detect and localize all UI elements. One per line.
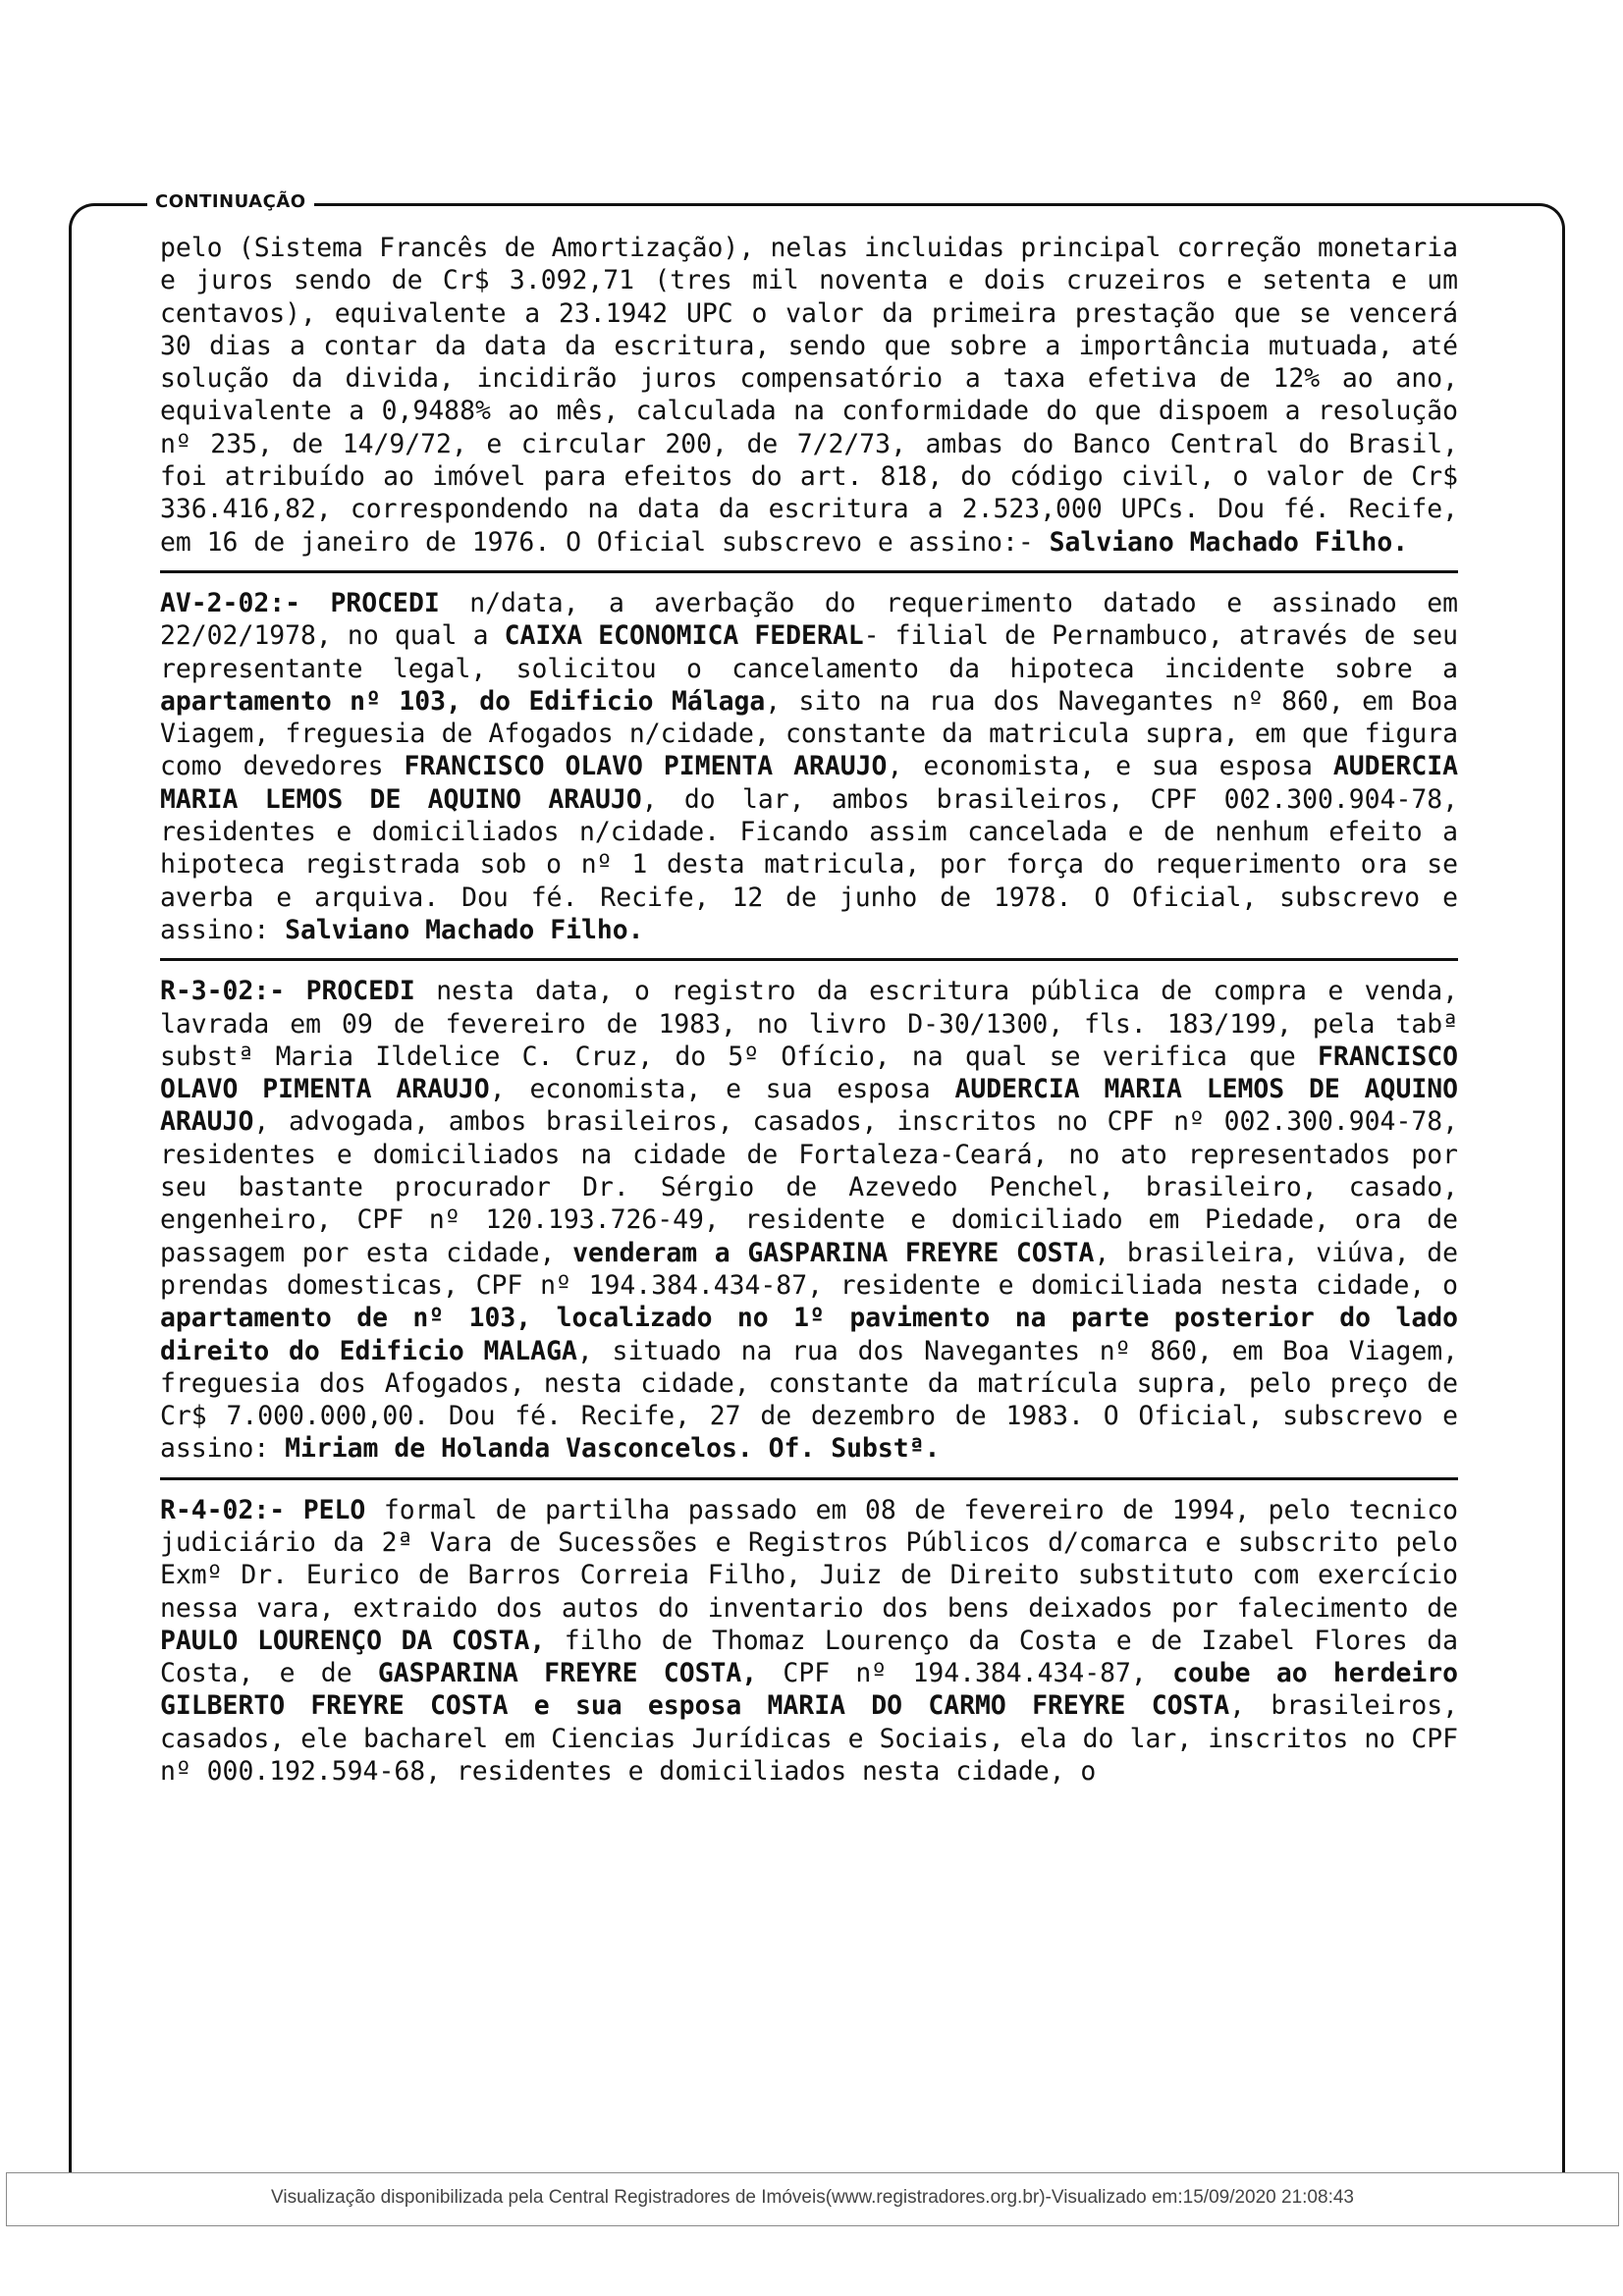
text-segment: , situado na rua dos Navegantes nº 860, em Boa Viagem, freguesia dos Afogados, nesta cidade, constante da matrícula supra, pelo preço de Cr$ 7.000.000,00. Dou fé. Recife, 27 de dezembro de 1983. O Oficial, subscrevo e assino: <box>160 1335 1458 1465</box>
text-segment: - filial de Pernambuco, através de seu representante legal, solicitou o cancelamento da hipoteca incidente sobre a <box>160 620 1459 684</box>
text-segment: , advogada, ambos brasileiros, casados, inscritos no CPF nº 002.300.904-78, residentes e domiciliados na cidade de Fortaleza-Ceará, no ato representados por seu bastante procurador Dr. Sérgio de Azevedo Penchel, brasileiro, casado, engenheiro, CPF nº 120.193.726-49, residente e domiciliado em Piedade, ora de passagem por esta cidade, <box>160 1106 1458 1268</box>
text-segment: , sito na rua dos Navegantes nº 860, em Boa Viagem, freguesia de Afogados n/cidade, constante da matricula supra, em que figura como devedores <box>160 685 1458 782</box>
bold-text-segment: coube ao herdeiro GILBERTO FREYRE COSTA e sua esposa MARIA DO CARMO FREYRE COSTA <box>160 1658 1459 1722</box>
bold-text-segment: PAULO LOURENÇO DA COSTA, <box>160 1625 546 1656</box>
bold-text-segment: R-4-02:- PELO <box>160 1494 366 1525</box>
section-divider <box>160 1477 1458 1480</box>
bold-text-segment: FRANCISCO OLAVO PIMENTA ARAUJO <box>404 751 888 782</box>
r4-paragraph <box>160 1494 1458 1789</box>
bold-text-segment: R-3-02:- PROCEDI <box>160 976 415 1007</box>
section-divider <box>160 570 1458 573</box>
text-segment: pelo (Sistema Francês de Amortização), nelas incluidas principal correção monetaria e juros sendo de Cr$ 3.092,71 (tres mil noventa e dois cruzeiros e setenta e um centavos), equivalente a 23.1942 UPC o valor da primeira prestação que se vencerá 30 dias a contar da data da escritura, sendo que sobre a importância mutuada, até solução da divida, incidirão juros compensatório a taxa efetiva de 12% ao ano, equivalente a 0,9488% ao mês, calculada na conformidade do que dispoem a resolução nº 235, de 14/9/72, e circular 200, de 7/2/73, ambas do Banco Central do Brasil, foi atribuído ao imóvel para efeitos do art. 818, do código civil, o valor de Cr$ 336.416,82, correspondendo na data da escritura a 2.523,000 UPCs. Dou fé. Recife, em 16 de janeiro de 1976. O Oficial subscrevo e assino:- <box>160 233 1458 558</box>
text-segment: CPF nº 194.384.434-87, <box>757 1658 1173 1689</box>
text-segment: filho de Thomaz Lourenço da Costa e de Izabel Flores da Costa, e de <box>160 1625 1458 1689</box>
document-body <box>160 232 1458 1788</box>
bold-text-segment: GASPARINA FREYRE COSTA, <box>377 1658 758 1689</box>
text-segment: formal de partilha passado em 08 de fevereiro de 1994, pelo tecnico judiciário da 2ª Vara de Sucessões e Registros Públicos d/comarca e subscrito pelo Exmº Dr. Eurico de Barros Correia Filho, Juiz de Direito substituto com exercício nessa vara, extraido dos autos do inventario dos bens deixados por falecimento de <box>160 1494 1458 1624</box>
text-segment: , do lar, ambos brasileiros, CPF 002.300.904-78, residentes e domiciliados n/cidade. Ficando assim cancelada e de nenhum efeito a hipoteca registrada sob o nº 1 desta matricula, por força do requerimento ora se averba e arquiva. Dou fé. Recife, 12 de junho de 1978. O Oficial, subscrevo e assino: <box>160 783 1458 945</box>
bold-text-segment: AV-2-02:- PROCEDI <box>160 587 440 618</box>
av2-paragraph <box>160 587 1458 946</box>
footer-text: Visualização disponibilizada pela Central Registradores de Imóveis(www.registradores.org.br)-Visualizado em:15/09/2020 21:08:43 <box>271 2187 1354 2208</box>
bold-text-segment: AUDERCIA MARIA LEMOS DE AQUINO ARAUJO <box>160 1074 1458 1138</box>
bold-text-segment: Salviano Machado Filho. <box>285 914 644 945</box>
bold-text-segment: apartamento nº 103, do Edificio Málaga <box>160 685 766 717</box>
bold-text-segment: AUDERCIA MARIA LEMOS DE AQUINO ARAUJO <box>160 751 1459 815</box>
text-segment: , brasileira, viúva, de prendas domesticas, CPF nº 194.384.434-87, residente e domiciliada nesta cidade, o <box>160 1237 1458 1301</box>
text-segment: , economista, e sua esposa <box>489 1074 955 1105</box>
r3-paragraph <box>160 975 1458 1465</box>
bold-text-segment: FRANCISCO OLAVO PIMENTA ARAUJO <box>160 1041 1458 1105</box>
text-segment: , economista, e sua esposa <box>887 751 1333 782</box>
text-segment: , brasileiros, casados, ele bacharel em Ciencias Jurídicas e Sociais, ela do lar, inscritos no CPF nº 000.192.594-68, residentes e domiciliados nesta cidade, o <box>160 1690 1458 1788</box>
bold-text-segment: apartamento de nº 103, localizado no 1º pavimento na parte posterior do lado direito do Edificio MALAGA <box>160 1303 1458 1366</box>
text-segment: n/data, a averbação do requerimento datado e assinado em 22/02/1978, no qual a <box>160 587 1458 652</box>
footer-watermark-bar <box>6 2172 1619 2226</box>
continuation-label: CONTINUAÇÃO <box>147 191 314 212</box>
bold-text-segment: CAIXA ECONOMICA FEDERAL <box>504 620 864 652</box>
text-segment: nesta data, o registro da escritura pública de compra e venda, lavrada em 09 de fevereiro de 1983, no livro D-30/1300, fls. 183/199, pela tabª substª Maria Ildelice C. Cruz, do 5º Ofício, na qual se verifica que <box>160 976 1459 1072</box>
bold-text-segment: Miriam de Holanda Vasconcelos. Of. Substª. <box>285 1433 941 1465</box>
intro-paragraph <box>160 232 1458 559</box>
bold-text-segment: Salviano Machado Filho. <box>1049 526 1409 558</box>
bold-text-segment: venderam a GASPARINA FREYRE COSTA <box>572 1237 1095 1268</box>
section-divider <box>160 958 1458 961</box>
